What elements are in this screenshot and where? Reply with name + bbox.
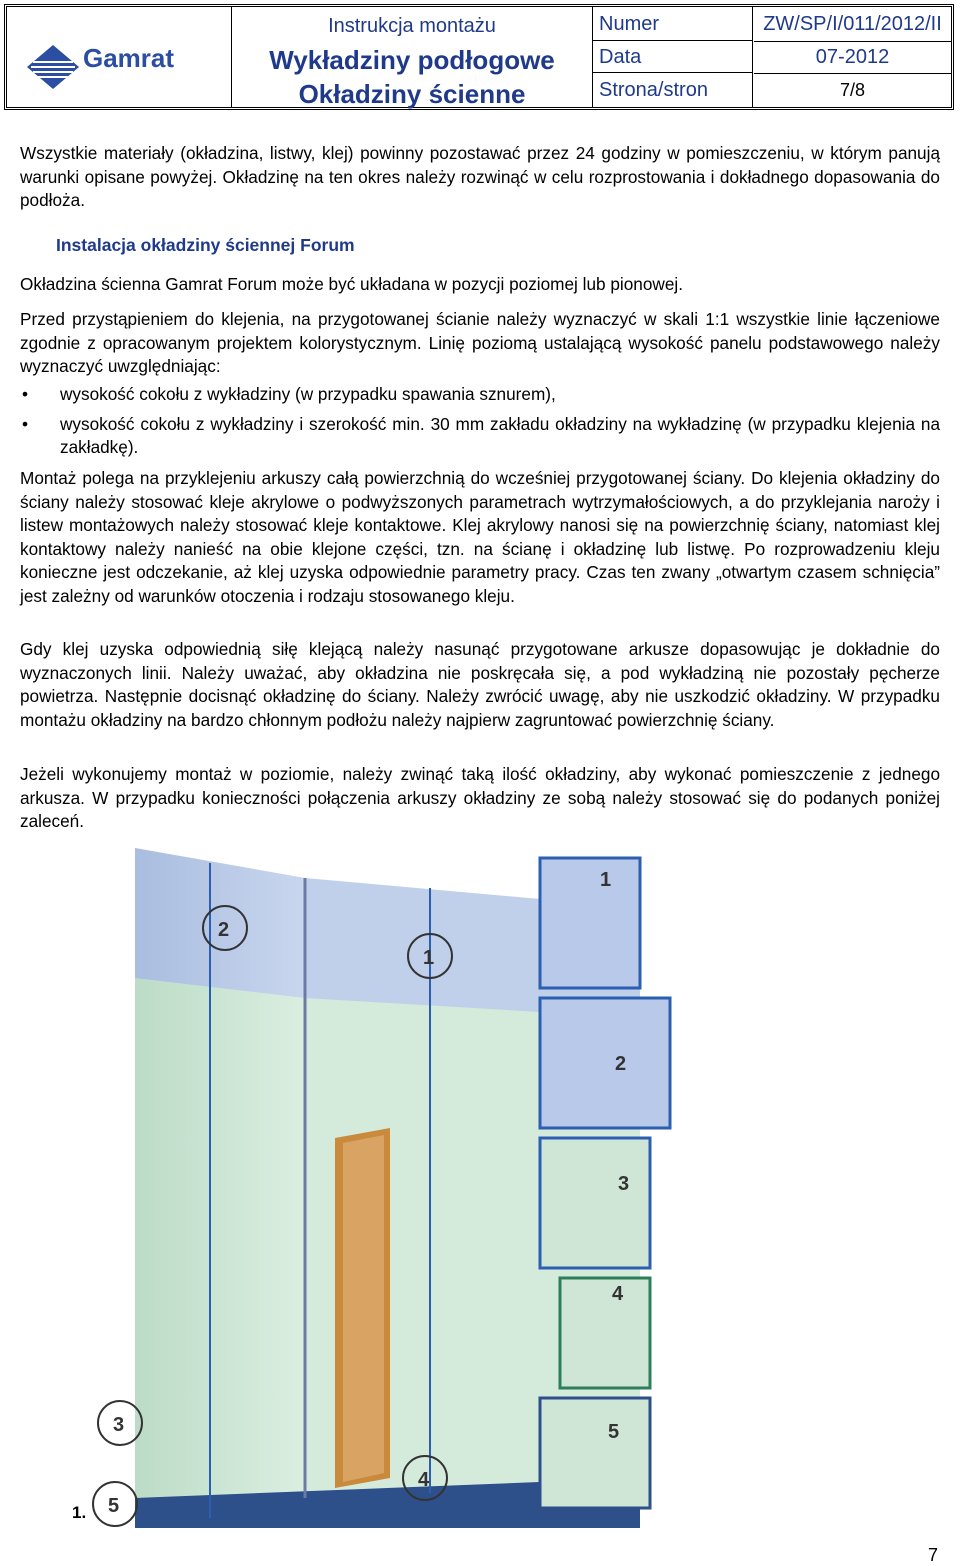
title-line2: Okładziny ścienne: [298, 79, 526, 109]
doc-type: Instrukcja montażu: [328, 15, 496, 37]
detail-marker-5: 5: [608, 1421, 620, 1443]
marker-2: 2: [218, 919, 230, 941]
section-heading: Instalacja okładziny ściennej Forum: [56, 235, 355, 255]
marker-1: 1: [423, 947, 435, 969]
detail-marker-1: 1: [600, 869, 612, 891]
detail-marker-3: 3: [618, 1173, 630, 1195]
bullet-list: [20, 383, 940, 466]
logo-cell: [7, 7, 232, 107]
title-cell: [232, 7, 593, 107]
date-label: Data: [593, 41, 753, 73]
paragraph-mounting: Montaż polega na przyklejeniu arkuszy całą powierzchnią do wcześniej przygotowanej ściany. Do klejenia okładziny do ściany należy stosować kleje akrylowe o podwyższonych parametrach wytrzymałościowych, a do przyklejania naroży i listew montażowych należy stosować kleje kontaktowe. Klej akrylowy nanosi się na powierzchnię ściany, natomiast klej kontaktowy należy nanieść na obie klejone części, tzn. na ścianę i okładzinę lub listwę. Po rozprowadzeniu kleju konieczne jest odczekanie, aż klej uzyska odpowiednie parametry pracy. Czas ten zwany „otwartym czasem schnięcia” jest zależny od warunków otoczenia i rodzaju stosowanego kleju.: [20, 468, 940, 606]
paragraph-horizontal: Jeżeli wykonujemy montaż w poziomie, należy zwinąć taką ilość okładziny, aby wykonać pomieszczenie z jednego arkusza. W przypadku konieczności połączenia arkuszy okładziny ze sobą należy stosować się do podanych poniżej zaleceń.: [20, 764, 940, 831]
gamrat-logo-icon: [27, 37, 207, 93]
bullet-icon: •: [22, 384, 29, 404]
number-value: ZW/SP/I/011/2012/II: [754, 7, 951, 42]
page-number: 7: [928, 1545, 939, 1565]
logo-text: Gamrat: [83, 43, 175, 73]
page-label: Strona/stron: [593, 73, 753, 107]
left-wall-lower: [135, 978, 305, 1528]
door-panel: [343, 1135, 384, 1482]
paragraph-applying: Gdy klej uzyska odpowiednią siłę klejącą należy nasunąć przygotowane arkusze dopasowując je dokładnie do wyznaczonych linii. Należy uważać, aby okładzina nie poskręcała się, a pod wykładziną nie pozostały pęcherze powietrza. Następnie docisnąć okładzinę do ściany. Należy zwrócić uwagę, aby nie uszkodzić okładziny. W przypadku montażu okładziny na bardzo chłonnym podłożu należy najpierw zagruntować powierzchnię ściany.: [20, 639, 940, 730]
document-header: [4, 4, 954, 110]
title-line1: Wykładziny podłogowe: [269, 45, 555, 75]
date-value: 07-2012: [754, 41, 951, 74]
figure-label: 1.: [72, 1503, 87, 1522]
marker-4: 4: [418, 1469, 430, 1491]
marker-3: 3: [113, 1414, 125, 1436]
detail-marker-2: 2: [615, 1053, 627, 1075]
bullet-icon: •: [22, 413, 29, 434]
detail-panels: [540, 858, 670, 1508]
marker-5: 5: [108, 1495, 120, 1517]
list-item: • wysokość cokołu z wykładziny i szerokość min. 30 mm zakładu okładziny na wykładzinę (w przypadku klejenia na zakładkę).: [22, 413, 940, 457]
number-label: Numer: [593, 7, 753, 41]
list-item: • wysokość cokołu z wykładziny (w przypadku spawania sznurem),: [20, 383, 940, 407]
paragraph-orientation: Okładzina ścienna Gamrat Forum może być układana w pozycji poziomej lub pionowej.: [20, 274, 683, 294]
installation-illustration: [20, 838, 950, 1528]
detail-marker-4: 4: [612, 1283, 624, 1305]
paragraph-intro: Wszystkie materiały (okładzina, listwy, klej) powinny pozostawać przez 24 godziny w pomieszczeniu, w którym panują warunki opisane powyżej. Okładzinę na ten okres należy rozwinąć w celu rozprostowania i dokładnego dopasowania do podłoża.: [20, 143, 940, 210]
page-value: 7/8: [839, 80, 866, 100]
paragraph-marking: Przed przystąpieniem do klejenia, na przygotowanej ścianie należy wyznaczyć w skali 1:1 wszystkie linie łączeniowe zgodnie z opracowanym projektem kolorystycznym. Linię poziomą ustalającą wysokość panelu podstawowego należy wyznaczyć uwzględniając:: [20, 309, 940, 376]
